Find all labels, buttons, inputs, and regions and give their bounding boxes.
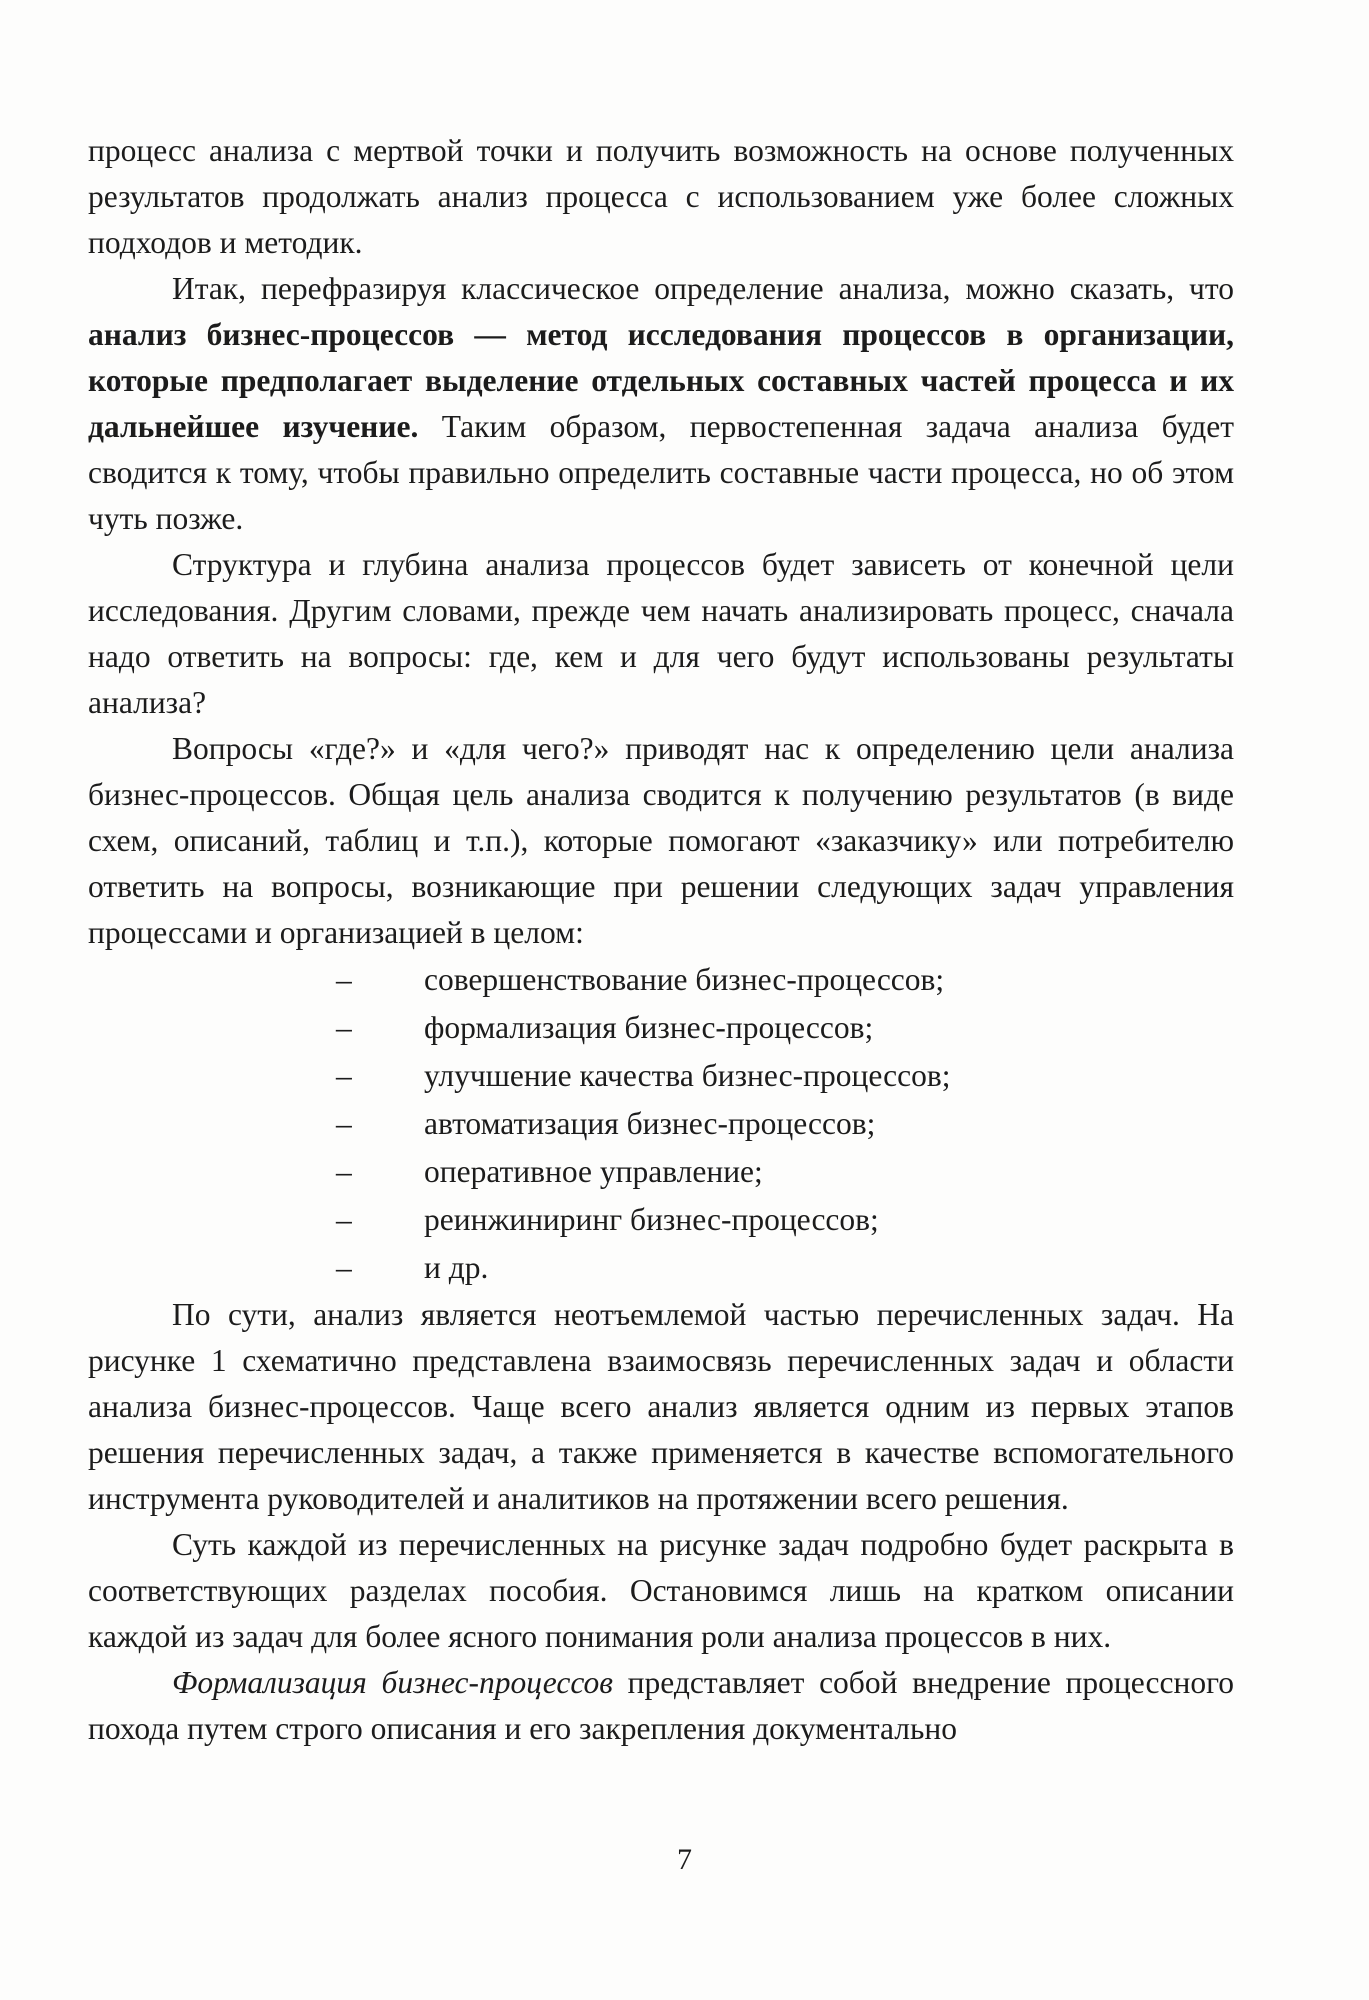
- list-item: [88, 1244, 1234, 1292]
- paragraph-structure: Структура и глубина анализа процессов будет зависеть от конечной цели исследования. Другим словами, прежде чем начать анализировать процесс, сначала надо ответить на вопросы: где, кем и для чего будут использованы результаты анализа?: [88, 547, 1234, 720]
- list-dash: –: [336, 1010, 352, 1045]
- list-item: [88, 1196, 1234, 1244]
- list-dash: –: [336, 962, 352, 997]
- list-item: [88, 1148, 1234, 1196]
- list-dash: –: [336, 1106, 352, 1141]
- list-dash: –: [336, 1202, 352, 1237]
- formalization-text: представляет собой внедрение процессного похода путем строго описания и его закрепления документально: [88, 1665, 1234, 1746]
- list-item-text: реинжиниринг бизнес-процессов;: [424, 1202, 879, 1237]
- list-item: [88, 1004, 1234, 1052]
- paragraph-formalization: [88, 1660, 1234, 1752]
- list-item: [88, 956, 1234, 1004]
- page-number: 7: [677, 1843, 692, 1876]
- list-item-text: формализация бизнес-процессов;: [424, 1010, 874, 1045]
- list-item-text: совершенствование бизнес-процессов;: [424, 962, 945, 997]
- list-item: [88, 1100, 1234, 1148]
- list-item: [88, 1052, 1234, 1100]
- list-item-text: улучшение качества бизнес-процессов;: [424, 1058, 951, 1093]
- list-item-text: оперативное управление;: [424, 1154, 763, 1189]
- body-text: [88, 128, 1234, 1752]
- paragraph-goals: Вопросы «где?» и «для чего?» приводят нас к определению цели анализа бизнес-процессов. Общая цель анализа сводится к получению результатов (в виде схем, описаний, таблиц и т.п.), которые помогают «заказчику» или потребителю ответить на вопросы, возникающие при решении следующих задач управления процессами и организацией в целом:: [88, 731, 1234, 950]
- list-dash: –: [336, 1250, 352, 1285]
- task-list: [88, 956, 1234, 1292]
- list-item-text: и др.: [424, 1250, 489, 1285]
- list-dash: –: [336, 1058, 352, 1093]
- paragraph-definition: [88, 266, 1234, 542]
- definition-trail-text: Таким образом, первостепенная задача анализа будет сводится к тому, чтобы правильно определить составные части процесса, но об этом чуть позже.: [88, 409, 1234, 536]
- formalization-term: Формализация бизнес-процессов: [172, 1665, 613, 1700]
- definition-bold-text: анализ бизнес-процессов — метод исследования процессов в организации, которые предполагает выделение отдельных составных частей процесса и их дальнейшее изучение.: [88, 317, 1234, 444]
- paragraph-sections: Суть каждой из перечисленных на рисунке задач подробно будет раскрыта в соответствующих разделах пособия. Остановимся лишь на кратком описании каждой из задач для более ясного понимания роли анализа процессов в них.: [88, 1527, 1234, 1654]
- paragraph-essence: По сути, анализ является неотъемлемой частью перечисленных задач. На рисунке 1 схематично представлена взаимосвязь перечисленных задач и области анализа бизнес-процессов. Чаще всего анализ является одним из первых этапов решения перечисленных задач, а также применяется в качестве вспомогательного инструмента руководителей и аналитиков на протяжении всего решения.: [88, 1297, 1234, 1516]
- paragraph-continuation: процесс анализа с мертвой точки и получить возможность на основе полученных результатов продолжать анализ процесса с использованием уже более сложных подходов и методик.: [88, 133, 1234, 260]
- list-item-text: автоматизация бизнес-процессов;: [424, 1106, 876, 1141]
- definition-lead-text: Итак, перефразируя классическое определение анализа, можно сказать, что: [172, 271, 1234, 306]
- list-dash: –: [336, 1154, 352, 1189]
